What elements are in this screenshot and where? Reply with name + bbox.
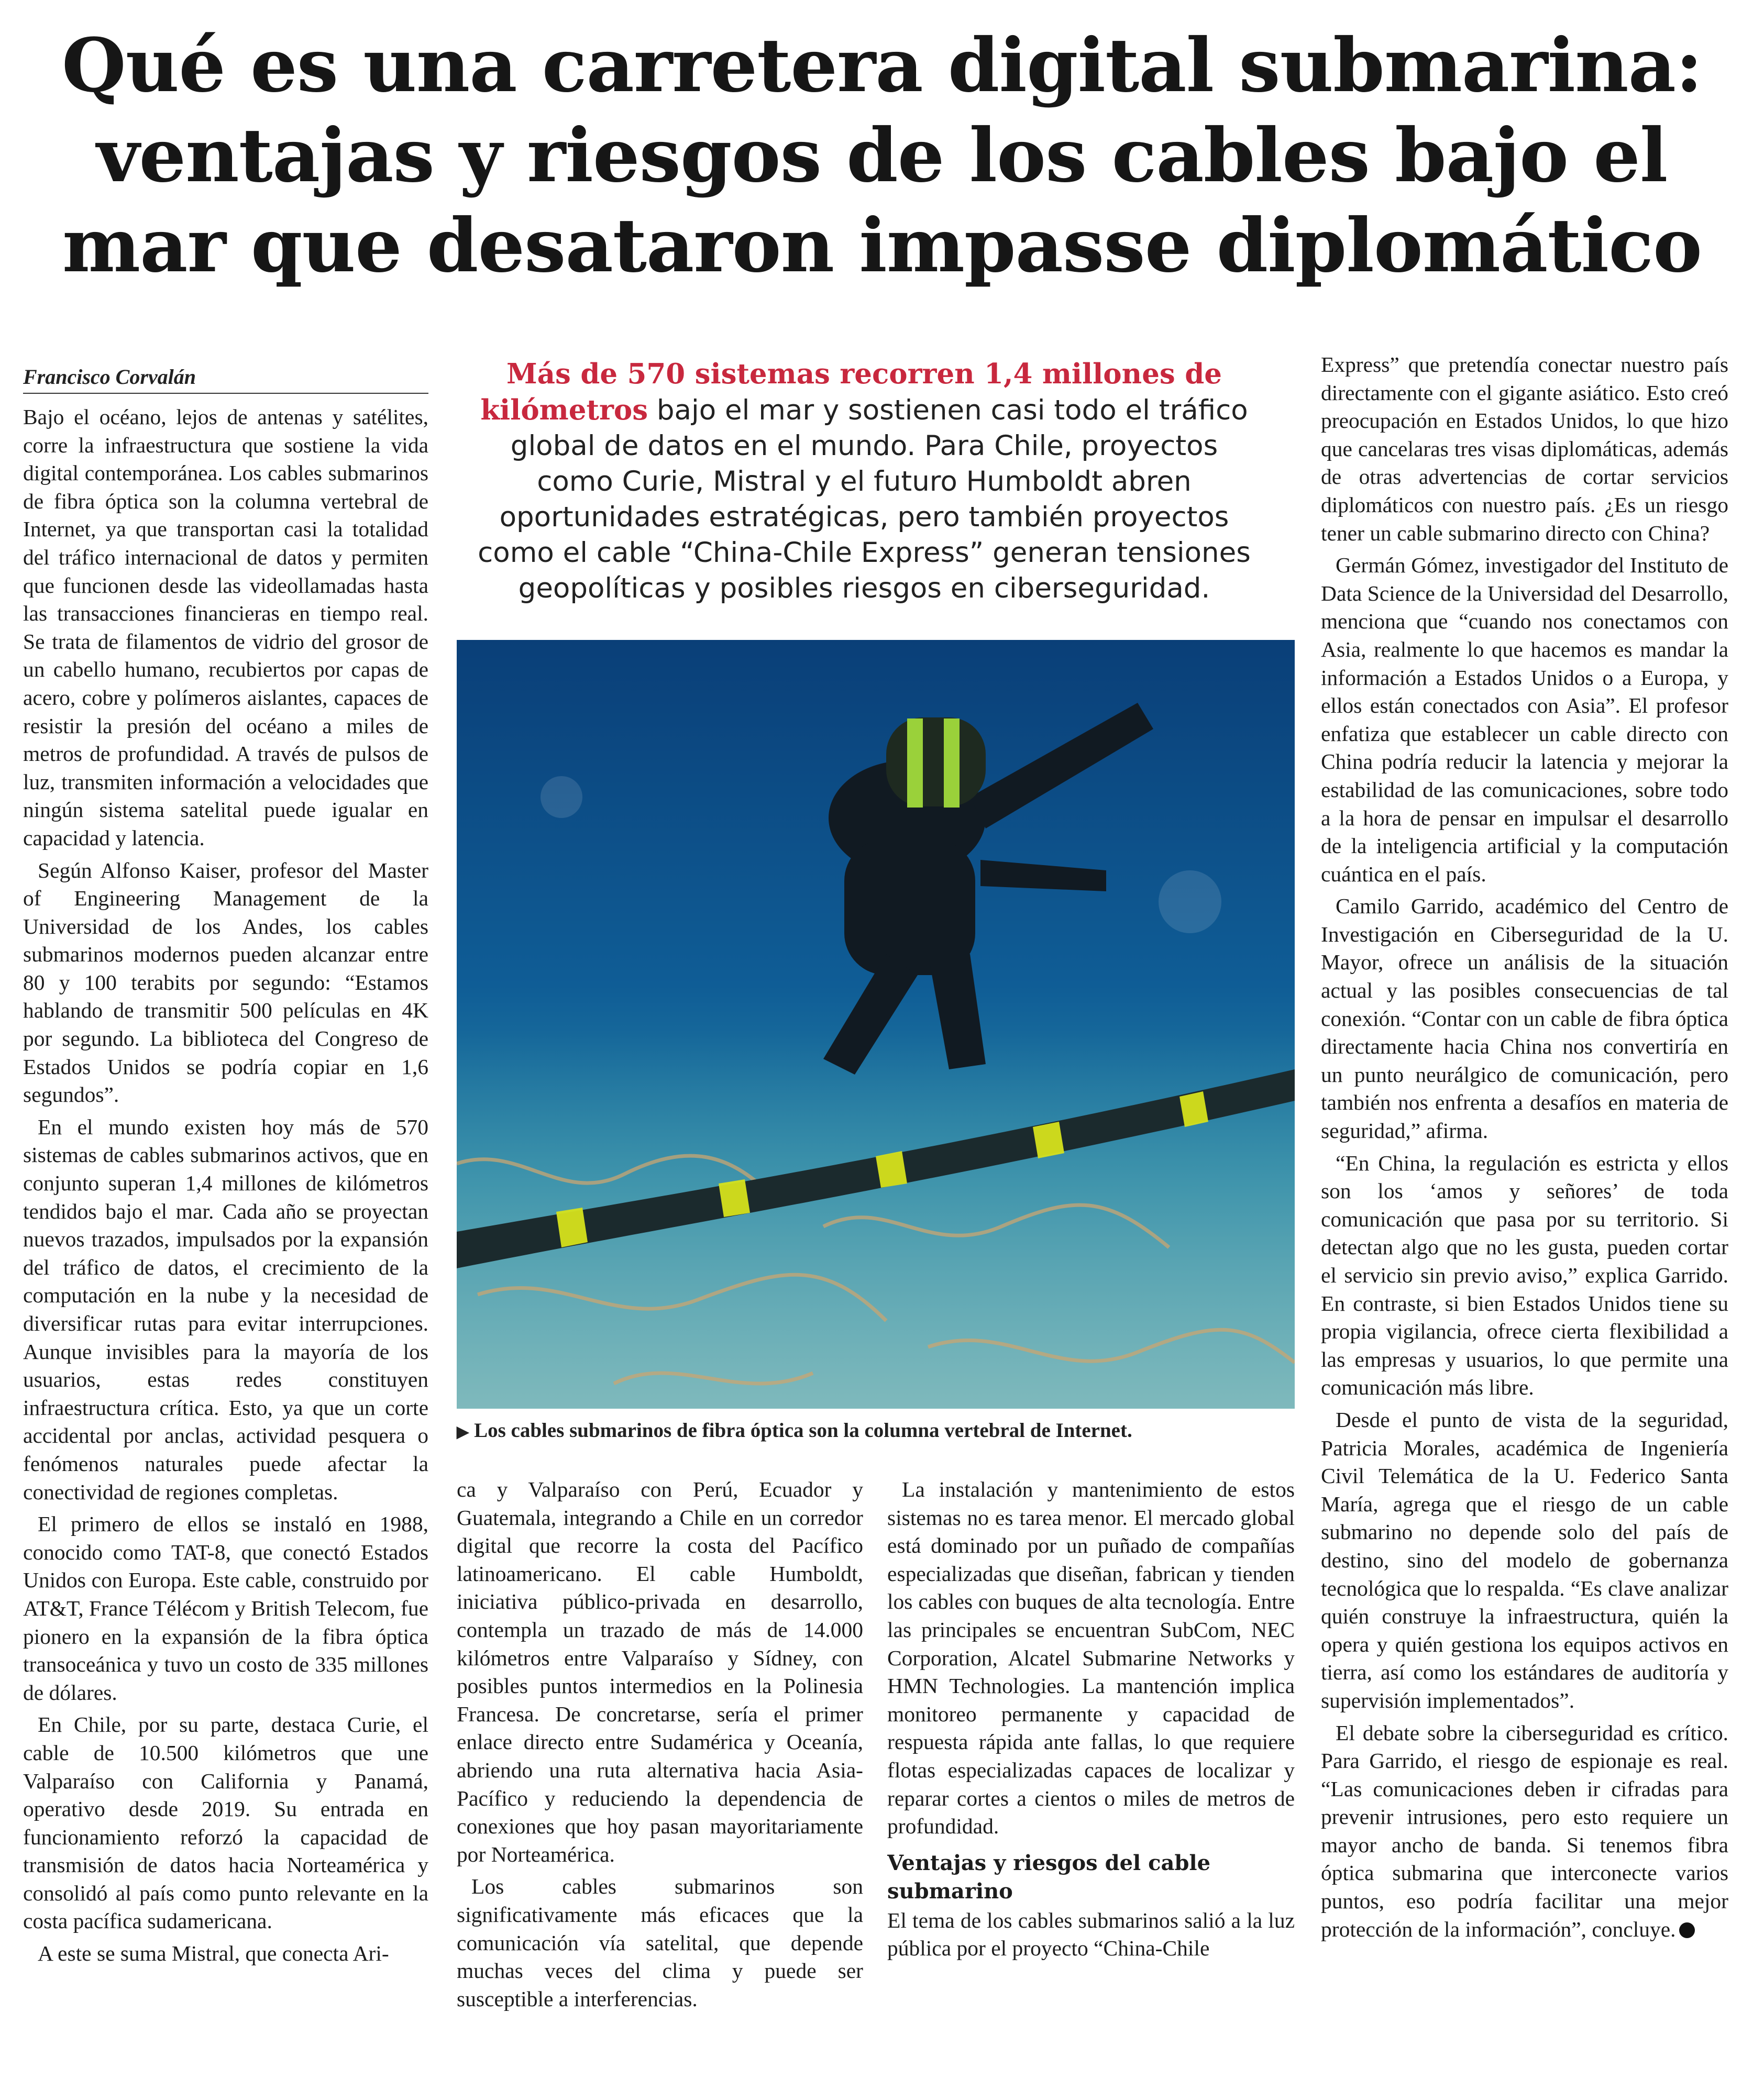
paragraph-text: El debate sobre la ciberseguridad es crítico. Para Garrido, el riesgo de espionaje es real. “Las comunicaciones deben ir cifradas para prevenir intrusiones, pero esto requiere un mayor ancho de banda. Si tenemos fibra óptica submarina que interconecte varios puntos, eso podría facilitar una mejor protección de la información”, concluye.	[1321, 1720, 1728, 1941]
section-subhead: Ventajas y riesgos del cable submarino	[887, 1850, 1211, 1904]
paragraph: En Chile, por su parte, destaca Curie, el cable de 10.500 kilómetros que une Valparaíso con California y Panamá, operativo desde 2019. Su entrada en funcionamiento reforzó la capacidad de transmisión de datos hacia Norteamérica y consolidó al país como punto relevante en la costa pacífica sudamericana.	[23, 1712, 428, 1933]
paragraph: El primero de ellos se instaló en 1988, conocido como TAT-8, que conectó Estados Unidos con Europa. Este cable, construido por AT&T, France Télécom y British Telecom, fue pionero en la expansión de la fibra óptica transoceánica y tuvo un costo de 335 millones de dólares.	[23, 1512, 428, 1705]
paragraph: “En China, la regulación es estricta y ellos son los ‘amos y señores’ de toda comunicación que pasa por su territorio. Si detectan algo que no les gusta, pueden cortar el servicio sin previo aviso,” explica Garrido. En contraste, si bien Estados Unidos tiene su propia vigilancia, ofrece cierta flexibilidad a las empresas y usuarios, lo que permite una comunicación más libre.	[1321, 1151, 1728, 1400]
paragraph	[1321, 1719, 1728, 1944]
article-column-2	[457, 1476, 863, 2041]
paragraph: Los cables submarinos son significativamente más eficaces que la comunicación vía satelital, que depende muchas veces del clima y puede ser susceptible a interferencias.	[457, 1874, 863, 2011]
headline: Qué es una carretera digital submarina: ventajas y riesgos de los cables bajo el mar que desataron impasse diplomático	[61, 23, 1703, 289]
lead-text: bajo el mar y sostienen casi todo el tráfico global de datos en el mundo. Para Chile, proyectos como Curie, Mistral y el futuro Humboldt abren oportunidades estratégicas, pero también proyectos como el cable “China-Chile Express” generan tensiones geopolíticas y posibles riesgos en ciberseguridad.	[478, 394, 1251, 604]
caption-text: Los cables submarinos de fibra óptica son la columna vertebral de Internet.	[474, 1419, 1132, 1442]
lead-highlight: Más de 570 sistemas recorren 1,4 millones de kilómetros	[480, 358, 1222, 426]
paragraph: Desde el punto de vista de la seguridad, Patricia Morales, académica de Ingeniería Civil Telemática de la U. Federico Santa María, agrega que el riesgo de un cable submarino no depende solo del país de destino, sino del modelo de gobernanza tecnológica que lo respalda. “Es clave analizar quién construye la infraestructura, quién la opera y quién gestiona los equipos activos en tierra, así como los estándares de auditoría y supervisión implementados”.	[1321, 1407, 1728, 1712]
paragraph: El tema de los cables submarinos salió a la luz pública por el proyecto “China-Chile	[887, 1908, 1295, 1961]
byline: Francisco Corvalán	[23, 361, 428, 394]
article-column-3	[887, 1476, 1295, 2041]
paragraph: Camilo Garrido, académico del Centro de Investigación en Ciberseguridad de la U. Mayor, ofrece un análisis de la situación actual y las posibles consecuencias de tal conexión. “Contar con un cable de fibra óptica directamente hacia China nos convertiría en un punto neurálgico de comunicación, pero también nos enfrenta a desafíos en materia de seguridad,” afirma.	[1321, 894, 1728, 1143]
paragraph: ca y Valparaíso con Perú, Ecuador y Guatemala, integrando a Chile en un corredor digital que recorre la costa del Pacífico latinoamericano. El cable Humboldt, iniciativa público-privada en desarrollo, contempla un trazado de más de 14.000 kilómetros entre Valparaíso y Sídney, con posibles puntos intermedios en la Polinesia Francesa. De concretarse, sería el primer enlace directo entre Sudamérica y Oceanía, abriendo una ruta alternativa hacia Asia-Pacífico y reduciendo la dependencia de conexiones que hoy pasan mayoritariamente por Norteamérica.	[457, 1477, 863, 1866]
paragraph: En el mundo existen hoy más de 570 sistemas de cables submarinos activos, que en conjunto superan 1,4 millones de kilómetros tendidos bajo el mar. Cada año se proyectan nuevos trazados, impulsados por la expansión del tráfico de datos, el crecimiento de la computación en la nube y la necesidad de diversificar rutas para evitar interrupciones. Aunque invisibles para la mayoría de los usuarios, estas redes constituyen infraestructura crítica. Esto, ya que un corte accidental por anclas, actividad pesquera o fenómenos naturales puede afectar la conectividad de regiones completas.	[23, 1114, 428, 1504]
paragraph: Germán Gómez, investigador del Instituto de Data Science de la Universidad del Desarrollo, menciona que “cuando nos conectamos con Asia, realmente lo que hacemos es mandar la información a Estados Unidos o a Europa, y ellos están conectados con Asia”. El profesor enfatiza que establecer un cable directo con China podría reducir la latencia y mejorar la estabilidad de las comunicaciones, sobre todo a la hora de pensar en impulsar el desarrollo de la inteligencia artificial y la computación cuántica en el país.	[1321, 553, 1728, 886]
article-column-1	[23, 403, 428, 2079]
paragraph: La instalación y mantenimiento de estos sistemas no es tarea menor. El mercado global está dominado por un puñado de compañías especializadas que diseñan, fabrican y tienden los cables con buques de alta tecnología. Entre las principales se encuentran SubCom, NEC Corporation, Alcatel Submarine Networks y HMN Technologies. La mantención implica monitoreo permanente y capacidad de respuesta rápida ante fallas, lo que requiere flotas especializadas capaces de localizar y reparar cortes a cientos o miles de metros de profundidad.	[887, 1477, 1295, 1839]
caption-triangle-icon: ▶	[457, 1423, 469, 1441]
end-mark-icon	[1679, 1922, 1695, 1938]
paragraph: Según Alfonso Kaiser, profesor del Master of Engineering Management de la Universidad de los Andes, los cables submarinos modernos pueden alcanzar entre 80 y 100 terabits por segundo: “Estamos hablando de transmitir 500 películas en 4K por segundo. La biblioteca del Congreso de Estados Unidos se podría copiar en 1,6 segundos”.	[23, 858, 428, 1107]
lead-paragraph	[471, 356, 1257, 606]
diver-cable-photo	[457, 640, 1295, 1409]
article-column-4	[1321, 351, 1728, 2042]
paragraph: Express” que pretendía conectar nuestro país directamente con el gigante asiático. Esto creó preocupación en Estados Unidos, lo que hizo que cancelaras tres visas diplomáticas, además de otras advertencias de cortar servicios diplomáticos con nuestro país. ¿Es un riesgo tener un cable submarino directo con China?	[1321, 352, 1728, 545]
paragraph: A este se suma Mistral, que conecta Ari-	[38, 1941, 389, 1966]
photo-caption	[457, 1417, 1305, 1446]
paragraph: Bajo el océano, lejos de antenas y satélites, corre la infraestructura que sostiene la vida digital contemporánea. Los cables submarinos de fibra óptica son la columna vertebral de Internet, ya que transportan casi la totalidad del tráfico internacional de datos y permiten que funcionen desde las videollamadas hasta las transacciones financieras en tiempo real. Se trata de filamentos de vidrio del grosor de un cabello humano, recubiertos por capas de acero, cobre y polímeros aislantes, capaces de resistir la presión del océano a miles de metros de profundidad. A través de pulsos de luz, transmiten información a velocidades que ningún sistema satelital puede igualar en capacidad y latencia.	[23, 405, 428, 850]
